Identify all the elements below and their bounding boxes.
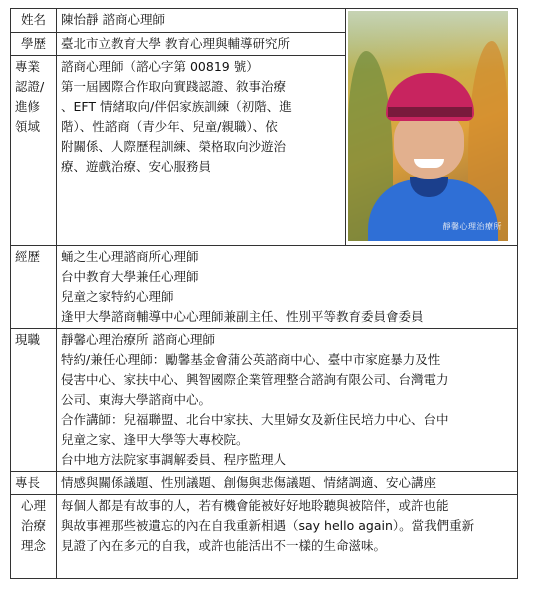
experience-value [57,246,518,329]
philosophy-label-line: 治療 [20,518,46,533]
current-line: 特約/兼任心理師：勵馨基金會蒲公英諮商中心、臺中市家庭暴力及性 [61,352,441,367]
current-line: 侵害中心、家扶中心、興智國際企業管理整合諮詢有限公司、台灣電力 [61,372,449,387]
certification-line: 階）、性諮商（青少年、兒童/親職）、依 [61,119,278,134]
philosophy-line: 與故事裡那些被遺忘的內在自我重新相遇（say hello again）。當我們重新 [61,518,475,533]
certification-line: 諮商心理師（諮心字第 00819 號） [61,59,259,74]
philosophy-line: 每個人都是有故事的人，若有機會能被好好地聆聽與被陪伴，或許也能 [61,498,449,513]
certification-label-line: 專業 [15,59,41,74]
experience-line: 逢甲大學諮商輔導中心心理師兼副主任、性別平等教育委員會委員 [61,309,424,324]
certification-line: 附關係、人際歷程訓練、榮格取向沙遊治 [61,139,287,154]
current-row [11,329,518,472]
current-line: 兒童之家、逢甲大學等大專校院。 [61,432,249,447]
experience-row [11,246,518,329]
hatband-shape [388,107,472,117]
current-line: 公司、東海大學諮商中心。 [61,392,212,407]
experience-label: 經歷 [11,246,57,329]
specialty-row [11,472,518,495]
name-row [11,9,518,33]
current-line: 合作講師：兒福聯盟、北台中家扶、大里婦女及新住民培力中心、台中 [61,412,449,427]
certification-value [57,56,346,246]
experience-line: 台中教育大學兼任心理師 [61,269,199,284]
current-label: 現職 [11,329,57,472]
certification-line: 、EFT 情緒取向/伴侶家族訓練（初階、進 [61,99,292,114]
specialty-label: 專長 [11,472,57,495]
certification-label-line: 進修 [15,99,41,114]
certification-label-line: 認證/ [15,79,45,94]
current-line: 台中地方法院家事調解委員、程序監理人 [61,452,287,467]
certification-label-line: 領域 [15,119,41,134]
specialty-value: 情感與關係議題、性別議題、創傷與悲傷議題、情緒調適、安心講座 [57,472,518,495]
photo-cell [346,9,518,246]
education-value: 臺北市立教育大學 教育心理與輔導研究所 [57,33,346,56]
philosophy-value [57,495,518,579]
philosophy-line: 見證了內在多元的自我，或許也能活出不一樣的生命滋味。 [61,538,387,553]
face-shape [394,111,464,179]
current-line: 靜馨心理治療所 諮商心理師 [61,332,215,347]
certification-line: 第一屆國際合作取向實踐認證、敘事治療 [61,79,287,94]
photo-watermark: 靜馨心理治療所 [442,222,502,231]
name-label: 姓名 [11,9,57,33]
education-label: 學歷 [11,33,57,56]
certification-label [11,56,57,246]
philosophy-label [11,495,57,579]
name-value: 陳怡靜 諮商心理師 [57,9,346,33]
philosophy-row [11,495,518,579]
profile-table [10,8,518,579]
portrait-photo [348,11,508,241]
experience-line: 蛹之生心理諮商所心理師 [61,249,199,264]
certification-line: 療、遊戲治療、安心服務員 [61,159,212,174]
philosophy-label-line: 理念 [20,538,46,553]
philosophy-label-line: 心理 [20,498,46,513]
smile-shape [414,159,444,168]
experience-line: 兒童之家特約心理師 [61,289,174,304]
current-value [57,329,518,472]
